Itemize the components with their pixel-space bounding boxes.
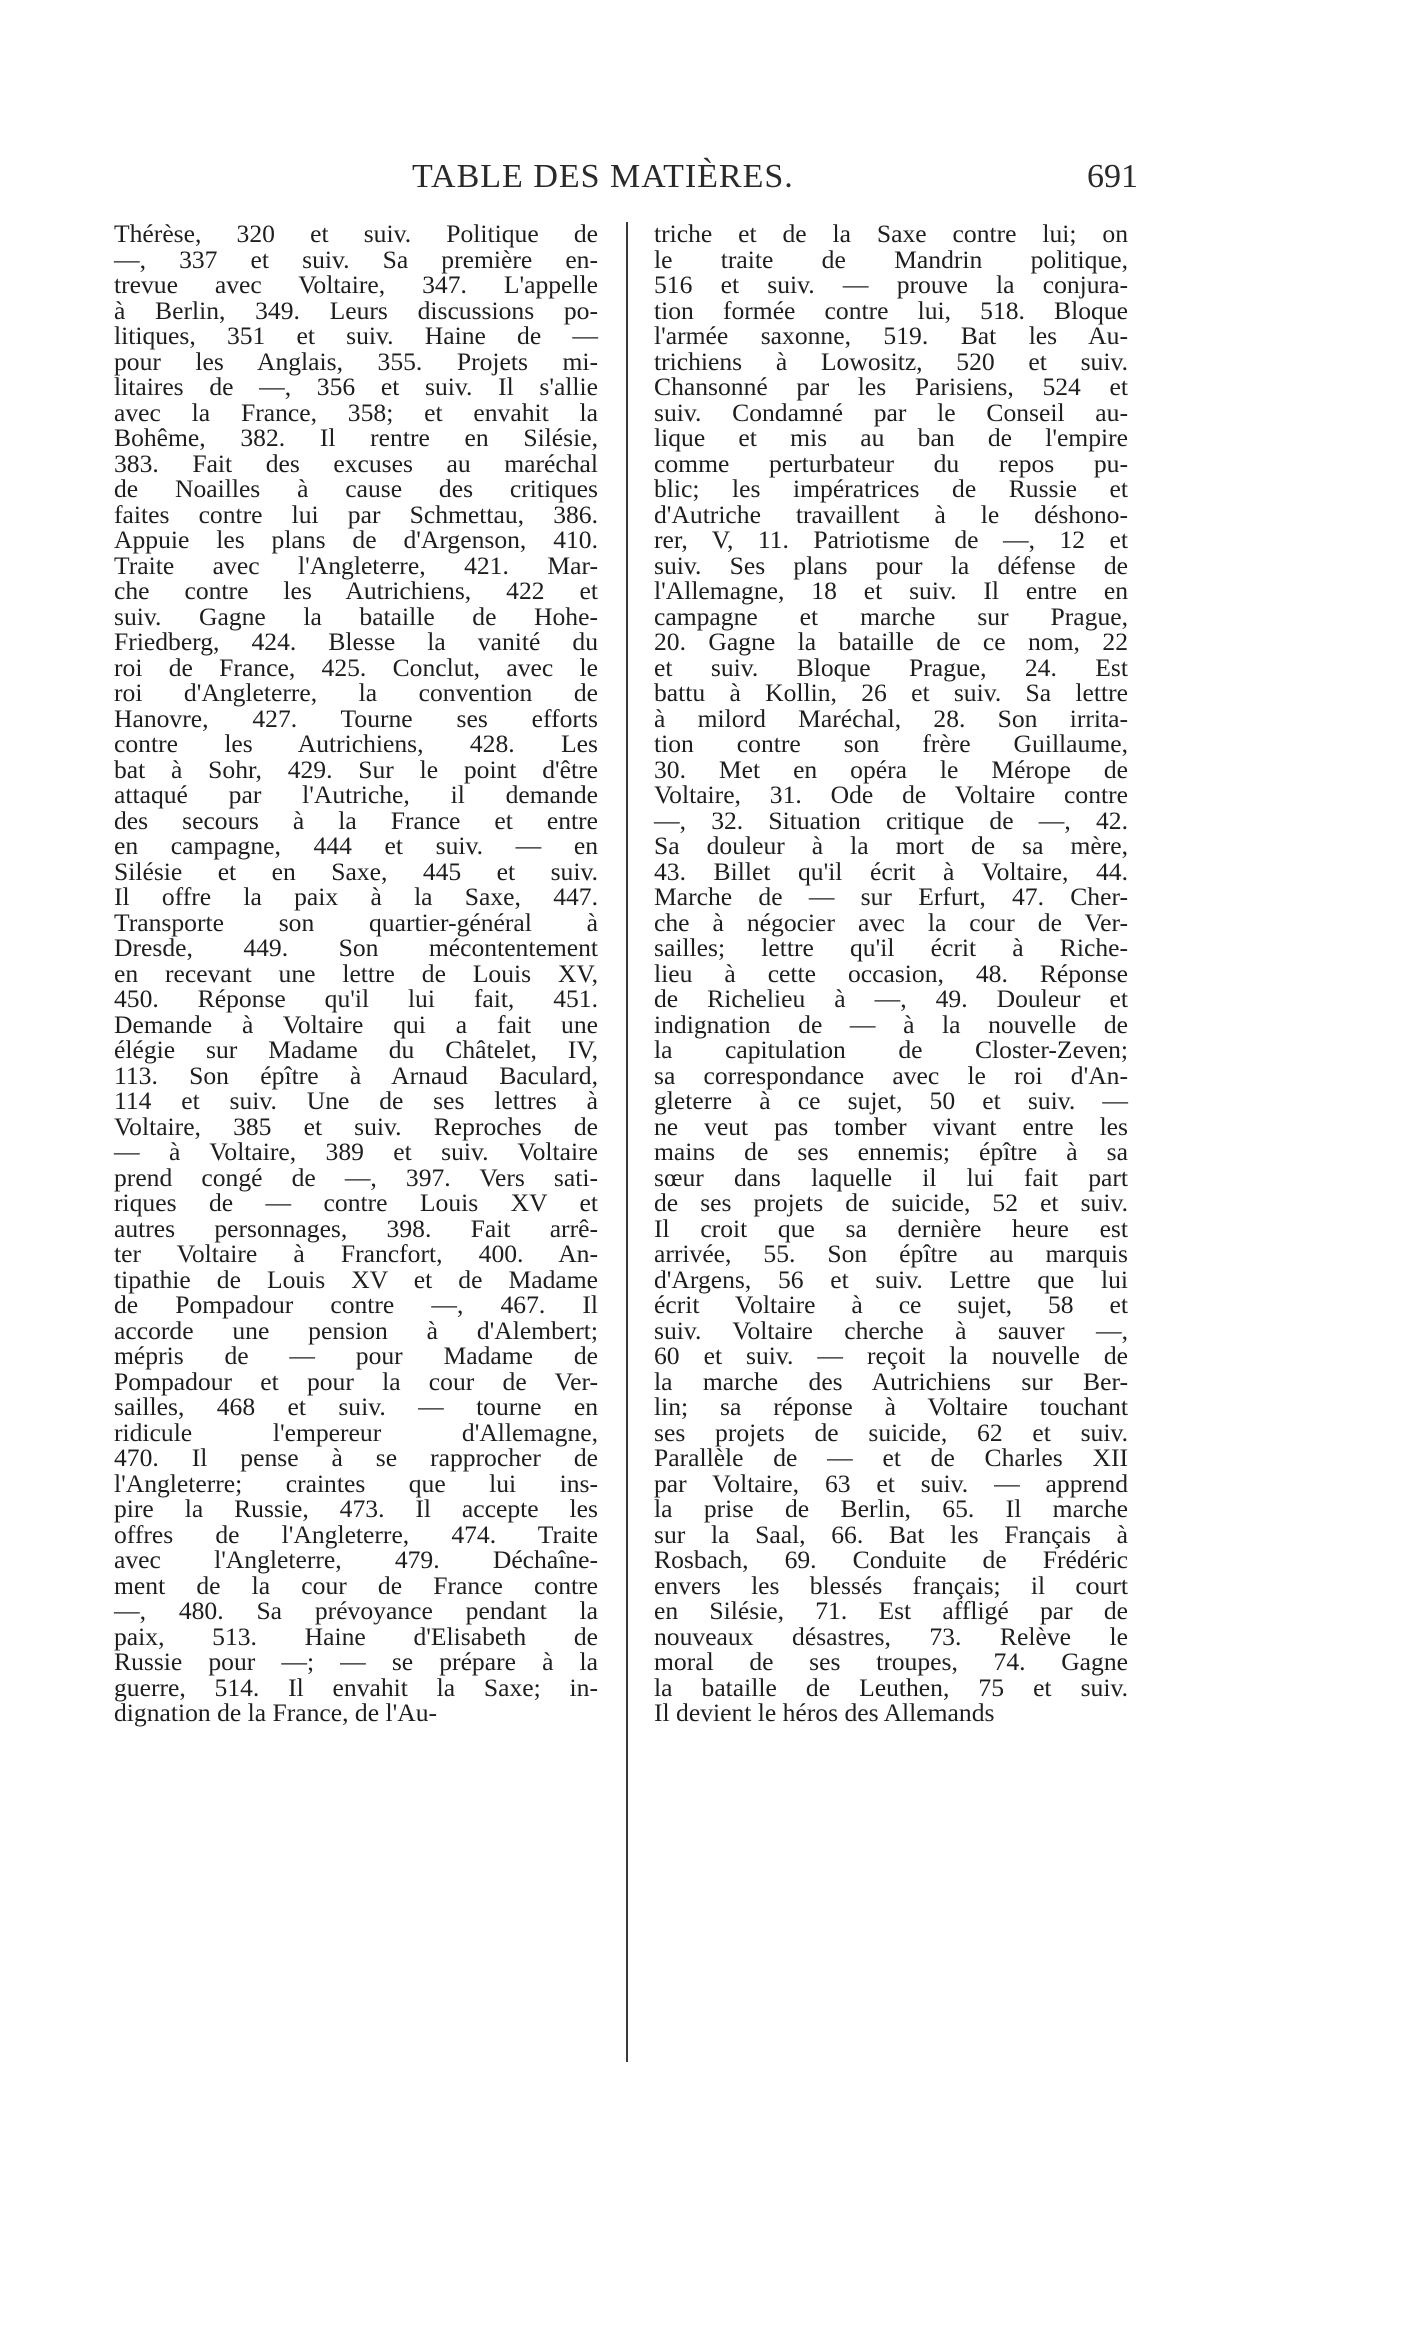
- text-line: guerre, 514. Il envahit la Saxe; in-: [114, 1672, 598, 1702]
- text-line: à Berlin, 349. Leurs discussions po-: [114, 295, 598, 325]
- text-line: Sa douleur à la mort de sa mère,: [654, 831, 1128, 860]
- text-line: prend congé de —, 397. Vers sati-: [114, 1162, 598, 1192]
- text-line: gleterre à ce sujet, 50 et suiv. —: [654, 1086, 1128, 1115]
- text-line: de Noailles à cause des critiques: [114, 474, 598, 503]
- text-line: Thérèse, 320 et suiv. Politique de: [114, 219, 598, 248]
- text-line: Il offre la paix à la Saxe, 447.: [114, 882, 598, 911]
- text-line: autres personnages, 398. Fait arrê-: [114, 1213, 598, 1243]
- text-line: tipathie de Louis XV et de Madame: [114, 1264, 598, 1294]
- text-line: campagne et marche sur Prague,: [654, 601, 1128, 631]
- text-line: —, 480. Sa prévoyance pendant la: [114, 1596, 598, 1625]
- running-title: TABLE DES MATIÈRES.: [412, 158, 794, 195]
- text-line: indignation de — à la nouvelle de: [654, 1009, 1128, 1039]
- text-line: ter Voltaire à Francfort, 400. An-: [114, 1239, 598, 1268]
- text-line: la marche des Autrichiens sur Ber-: [654, 1366, 1128, 1396]
- text-line: battu à Kollin, 26 et suiv. Sa lettre: [654, 678, 1128, 707]
- text-line: sailles; lettre qu'il écrit à Riche-: [654, 933, 1128, 962]
- text-line: tion contre son frère Guillaume,: [654, 729, 1128, 758]
- page-number: 691: [1087, 158, 1138, 195]
- text-line: — à Voltaire, 389 et suiv. Voltaire: [114, 1137, 598, 1166]
- text-line: roi de France, 425. Conclut, avec le: [114, 652, 598, 682]
- text-line: Hanovre, 427. Tourne ses efforts: [114, 703, 598, 733]
- text-line: che à négocier avec la cour de Ver-: [654, 907, 1128, 937]
- index-column-right: [654, 221, 1128, 1726]
- text-line: avec l'Angleterre, 479. Déchaîne-: [114, 1545, 598, 1574]
- text-line: Friedberg, 424. Blesse la vanité du: [114, 627, 598, 656]
- text-line: avec la France, 358; et envahit la: [114, 397, 598, 427]
- text-line: Dresde, 449. Son mécontentement: [114, 933, 598, 962]
- text-line: envers les blessés français; il court: [654, 1570, 1128, 1600]
- text-line: suiv. Voltaire cherche à sauver —,: [654, 1315, 1128, 1345]
- text-line: de Pompadour contre —, 467. Il: [114, 1290, 598, 1319]
- text-line: 516 et suiv. — prouve la conjura-: [654, 270, 1128, 299]
- text-line: et suiv. Bloque Prague, 24. Est: [654, 652, 1128, 682]
- text-line: ne veut pas tomber vivant entre les: [654, 1111, 1128, 1141]
- text-line: de ses projets de suicide, 52 et suiv.: [654, 1188, 1128, 1217]
- text-line: d'Autriche travaillent à le déshono-: [654, 499, 1128, 529]
- text-line: en recevant une lettre de Louis XV,: [114, 958, 598, 988]
- text-line: suiv. Ses plans pour la défense de: [654, 550, 1128, 580]
- text-line: mépris de — pour Madame de: [114, 1341, 598, 1370]
- text-line: dignation de la France, de l'Au-: [114, 1698, 438, 1727]
- text-line: l'armée saxonne, 519. Bat les Au-: [654, 321, 1128, 350]
- text-line: Il devient le héros des Allemands: [654, 1698, 995, 1727]
- text-line: attaqué par l'Autriche, il demande: [114, 780, 598, 809]
- text-line: Appuie les plans de d'Argenson, 410.: [114, 525, 598, 554]
- text-line: nouveaux désastres, 73. Relève le: [654, 1621, 1128, 1651]
- text-line: Pompadour et pour la cour de Ver-: [114, 1366, 598, 1396]
- text-line: ridicule l'empereur d'Allemagne,: [114, 1417, 598, 1447]
- text-line: accorde une pension à d'Alembert;: [114, 1315, 598, 1345]
- text-line: Bohême, 382. Il rentre en Silésie,: [114, 423, 598, 452]
- running-head: [112, 158, 1138, 204]
- text-line: Silésie et en Saxe, 445 et suiv.: [114, 856, 598, 886]
- text-line: l'Angleterre; craintes que lui ins-: [114, 1468, 598, 1498]
- text-line: sailles, 468 et suiv. — tourne en: [114, 1392, 598, 1421]
- text-line: la capitulation de Closter-Zeven;: [654, 1035, 1128, 1064]
- text-line: tion formée contre lui, 518. Bloque: [654, 295, 1128, 325]
- text-line: écrit Voltaire à ce sujet, 58 et: [654, 1290, 1128, 1319]
- text-line: d'Argens, 56 et suiv. Lettre que lui: [654, 1264, 1128, 1294]
- text-line: trevue avec Voltaire, 347. L'appelle: [114, 270, 598, 299]
- text-line: 30. Met en opéra le Mérope de: [654, 754, 1128, 784]
- text-line: sur la Saal, 66. Bat les Français à: [654, 1519, 1128, 1549]
- text-line: sœur dans laquelle il lui fait part: [654, 1162, 1128, 1192]
- text-line: pire la Russie, 473. Il accepte les: [114, 1494, 598, 1523]
- index-column-left: [114, 221, 598, 1726]
- text-line: rer, V, 11. Patriotisme de —, 12 et: [654, 525, 1128, 554]
- text-line: suiv. Condamné par le Conseil au-: [654, 397, 1128, 427]
- text-line: sa correspondance avec le roi d'An-: [654, 1060, 1128, 1090]
- text-line: suiv. Gagne la bataille de Hohe-: [114, 601, 598, 631]
- text-line: 383. Fait des excuses au maréchal: [114, 448, 598, 478]
- text-line: 20. Gagne la bataille de ce nom, 22: [654, 627, 1128, 656]
- text-line: 114 et suiv. Une de ses lettres à: [114, 1086, 598, 1115]
- text-line: Demande à Voltaire qui a fait une: [114, 1009, 598, 1039]
- text-line: lin; sa réponse à Voltaire touchant: [654, 1392, 1128, 1421]
- text-line: lique et mis au ban de l'empire: [654, 423, 1128, 452]
- text-line: pour les Anglais, 355. Projets mi-: [114, 346, 598, 376]
- text-line: bat à Sohr, 429. Sur le point d'être: [114, 754, 598, 784]
- text-line: che contre les Autrichiens, 422 et: [114, 576, 598, 605]
- text-line: Transporte son quartier-général à: [114, 907, 598, 937]
- text-line: de Richelieu à —, 49. Douleur et: [654, 984, 1128, 1013]
- text-line: 60 et suiv. — reçoit la nouvelle de: [654, 1341, 1128, 1370]
- text-line: Chansonné par les Parisiens, 524 et: [654, 372, 1128, 401]
- text-line: paix, 513. Haine d'Elisabeth de: [114, 1621, 598, 1651]
- text-line: 43. Billet qu'il écrit à Voltaire, 44.: [654, 856, 1128, 886]
- text-line: Voltaire, 31. Ode de Voltaire contre: [654, 780, 1128, 809]
- text-line: faites contre lui par Schmettau, 386.: [114, 499, 598, 529]
- column-divider: [626, 222, 628, 2062]
- text-line: moral de ses troupes, 74. Gagne: [654, 1647, 1128, 1676]
- text-line: 450. Réponse qu'il lui fait, 451.: [114, 984, 598, 1013]
- text-line: la bataille de Leuthen, 75 et suiv.: [654, 1672, 1128, 1702]
- text-line: arrivée, 55. Son épître au marquis: [654, 1239, 1128, 1268]
- text-line: en campagne, 444 et suiv. — en: [114, 831, 598, 860]
- text-line: Rosbach, 69. Conduite de Frédéric: [654, 1545, 1128, 1574]
- text-line: triche et de la Saxe contre lui; on: [654, 219, 1128, 248]
- text-line: l'Allemagne, 18 et suiv. Il entre en: [654, 576, 1128, 605]
- text-line: Traite avec l'Angleterre, 421. Mar-: [114, 550, 598, 580]
- text-line: Voltaire, 385 et suiv. Reproches de: [114, 1111, 598, 1141]
- text-line: mains de ses ennemis; épître à sa: [654, 1137, 1128, 1166]
- text-line: en Silésie, 71. Est affligé par de: [654, 1596, 1128, 1625]
- text-line: Russie pour —; — se prépare à la: [114, 1647, 598, 1676]
- text-line: comme perturbateur du repos pu-: [654, 448, 1128, 478]
- text-line: élégie sur Madame du Châtelet, IV,: [114, 1035, 598, 1064]
- text-line: litaires de —, 356 et suiv. Il s'allie: [114, 372, 598, 401]
- text-line: ment de la cour de France contre: [114, 1570, 598, 1600]
- text-line: à milord Maréchal, 28. Son irrita-: [654, 703, 1128, 733]
- text-line: par Voltaire, 63 et suiv. — apprend: [654, 1468, 1128, 1498]
- text-line: Il croit que sa dernière heure est: [654, 1213, 1128, 1243]
- text-line: litiques, 351 et suiv. Haine de —: [114, 321, 598, 350]
- text-line: blic; les impératrices de Russie et: [654, 474, 1128, 503]
- text-line: contre les Autrichiens, 428. Les: [114, 729, 598, 758]
- text-line: des secours à la France et entre: [114, 805, 598, 835]
- text-line: roi d'Angleterre, la convention de: [114, 678, 598, 707]
- text-line: Marche de — sur Erfurt, 47. Cher-: [654, 882, 1128, 911]
- text-line: 113. Son épître à Arnaud Baculard,: [114, 1060, 598, 1090]
- text-line: 470. Il pense à se rapprocher de: [114, 1443, 598, 1472]
- text-line: riques de — contre Louis XV et: [114, 1188, 598, 1217]
- text-line: lieu à cette occasion, 48. Réponse: [654, 958, 1128, 988]
- text-line: trichiens à Lowositz, 520 et suiv.: [654, 346, 1128, 376]
- text-line: ses projets de suicide, 62 et suiv.: [654, 1417, 1128, 1447]
- text-line: la prise de Berlin, 65. Il marche: [654, 1494, 1128, 1523]
- text-line: offres de l'Angleterre, 474. Traite: [114, 1519, 598, 1549]
- text-line: Parallèle de — et de Charles XII: [654, 1443, 1128, 1472]
- text-line: le traite de Mandrin politique,: [654, 244, 1128, 274]
- text-line: —, 32. Situation critique de —, 42.: [654, 805, 1128, 835]
- text-line: —, 337 et suiv. Sa première en-: [114, 244, 598, 274]
